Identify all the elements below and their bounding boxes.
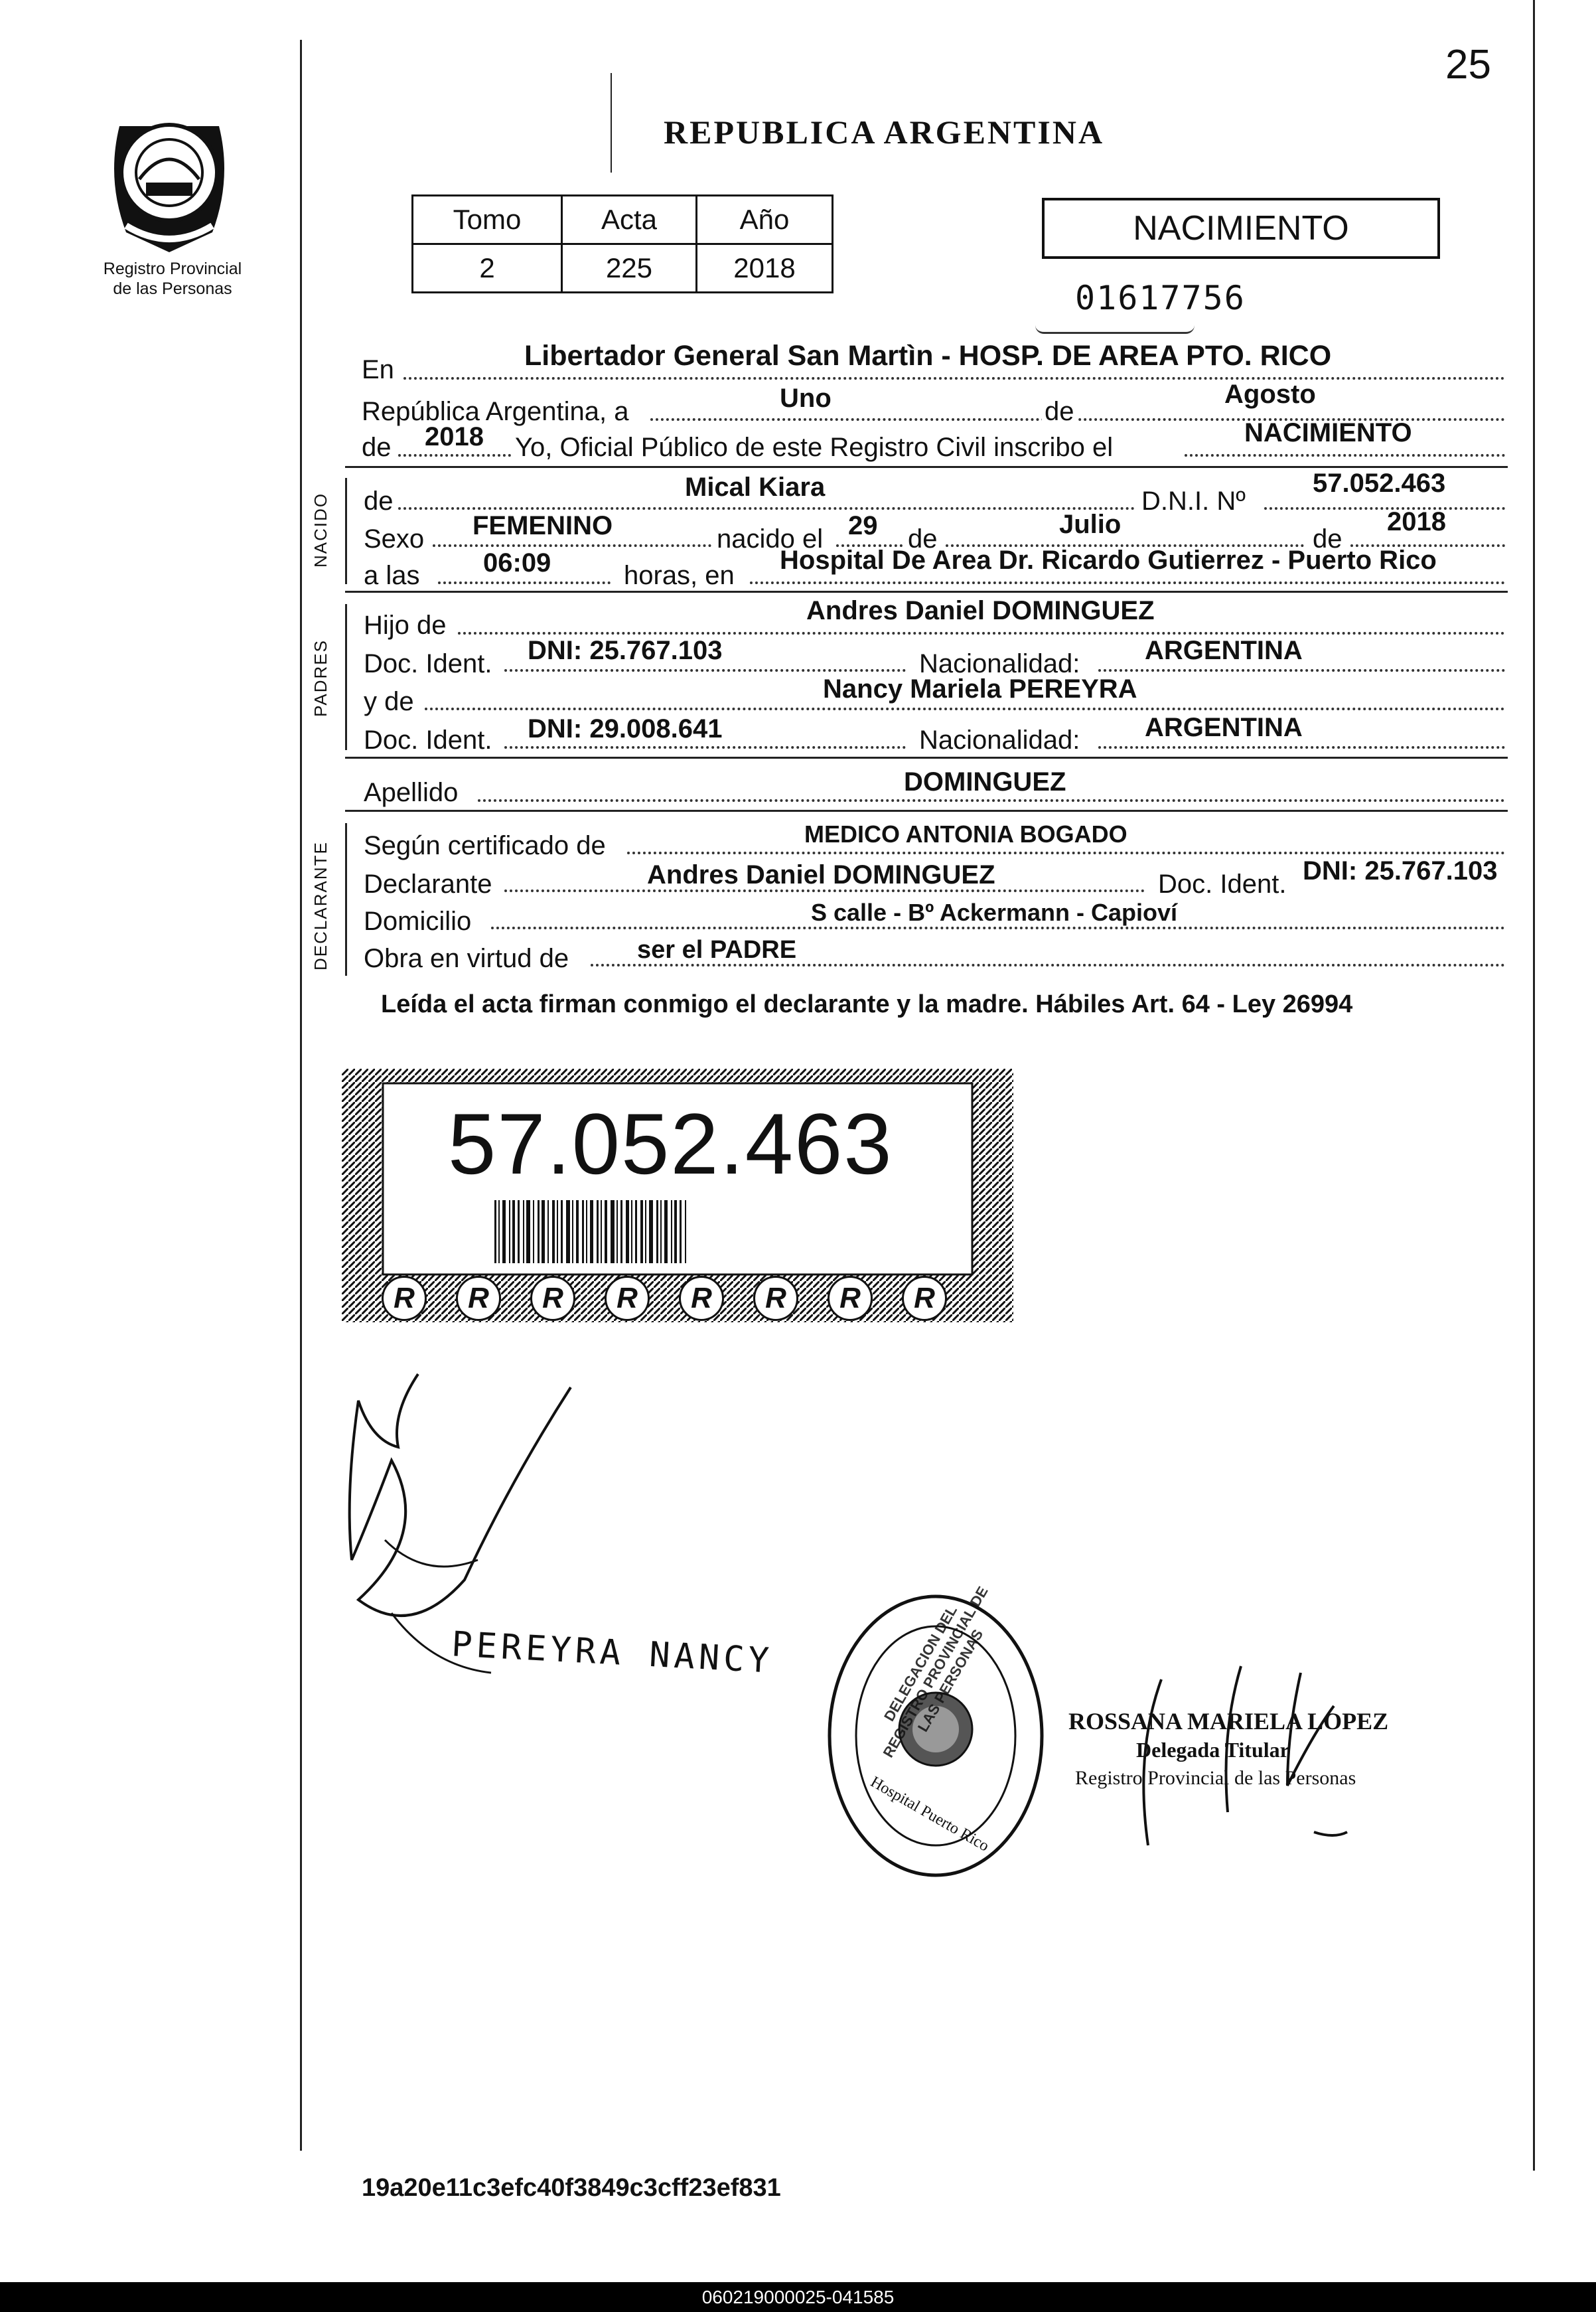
acta-header: Acta <box>562 196 697 244</box>
barcode-bar <box>498 1200 500 1263</box>
acta-value: 225 <box>562 244 697 293</box>
official-org: Registro Provincial de las Personas <box>1075 1767 1356 1789</box>
dots-line <box>425 708 1505 710</box>
segun-label: Según certificado de <box>364 831 606 860</box>
declarante-name: Andres Daniel DOMINGUEZ <box>647 860 995 889</box>
barcode-bar <box>680 1200 682 1263</box>
stamp-inner-text: Hospital Puerto Rico <box>867 1773 992 1855</box>
closing-text: Leída el acta firman conmigo el declarante y la madre. Hábiles Art. 64 - Ley 26994 <box>381 990 1353 1018</box>
child-name: Mical Kiara <box>685 473 826 502</box>
barcode-bar <box>605 1200 607 1263</box>
father-name: Andres Daniel DOMINGUEZ <box>806 596 1155 625</box>
dots-line <box>750 581 1505 584</box>
obra-label: Obra en virtud de <box>364 944 569 973</box>
day-value: Uno <box>780 384 832 413</box>
barcode-bar <box>620 1200 622 1263</box>
dots-line <box>1264 507 1505 510</box>
obra-value: ser el PADRE <box>637 936 797 964</box>
barcode-bar <box>631 1200 632 1263</box>
barcode-bar <box>502 1200 506 1263</box>
card-pattern-letter: R <box>530 1276 575 1321</box>
barcode-bar <box>576 1200 579 1263</box>
separator-line <box>345 810 1508 812</box>
sexo-label: Sexo <box>364 524 425 554</box>
barcode-bar <box>640 1200 643 1263</box>
barcode-bar <box>494 1200 496 1263</box>
dni-label: D.N.I. Nº <box>1141 487 1246 516</box>
dots-line <box>1098 669 1505 672</box>
separator-line <box>345 591 1508 593</box>
de-label: de <box>1042 397 1077 427</box>
declarante-label: Declarante <box>364 870 492 899</box>
statement-text: Yo, Oficial Público de este Registro Civil inscribo el <box>515 433 1114 462</box>
card-pattern-letter: R <box>828 1276 873 1321</box>
barcode-bar <box>518 1200 520 1263</box>
barcode-bar <box>656 1200 658 1263</box>
birth-year: 2018 <box>1387 507 1446 536</box>
serial-number: 01617756 <box>1075 279 1246 317</box>
dots-line <box>458 632 1505 635</box>
en-label: En <box>362 355 394 384</box>
horas-label: horas, en <box>624 561 735 590</box>
barcode-bar <box>674 1200 677 1263</box>
hijo-de-label: Hijo de <box>364 611 447 640</box>
barcode-bar <box>533 1200 534 1263</box>
birth-time: 06:09 <box>483 548 551 578</box>
barcode-bar <box>523 1200 524 1263</box>
section-bracket <box>345 823 347 976</box>
barcode-bar <box>635 1200 637 1263</box>
section-bracket <box>345 478 347 584</box>
barcode-bar <box>671 1200 672 1263</box>
birth-month: Julio <box>1059 510 1122 539</box>
apellido-value: DOMINGUEZ <box>904 767 1066 797</box>
separator-line <box>345 757 1508 759</box>
father-nationality: ARGENTINA <box>1145 636 1303 665</box>
barcode-bar <box>542 1200 545 1263</box>
record-value: NACIMIENTO <box>1244 418 1412 447</box>
domicilio-label: Domicilio <box>364 907 472 936</box>
birth-de-label-2: de <box>1313 524 1342 554</box>
republica-label: República Argentina, a <box>362 397 629 426</box>
apellido-label: Apellido <box>364 778 459 807</box>
dni-card <box>342 1069 1013 1322</box>
barcode-bar <box>561 1200 563 1263</box>
card-pattern-letter: R <box>902 1276 947 1321</box>
footer-barcode-text: 060219000025-041585 <box>0 2282 1596 2312</box>
mother-doc: DNI: 29.008.641 <box>528 714 723 743</box>
domicilio-value: S calle - Bº Ackermann - Capioví <box>811 899 1177 926</box>
barcode-bar <box>557 1200 558 1263</box>
record-type-box: NACIMIENTO <box>1042 198 1440 259</box>
mother-doc-label: Doc. Ident. <box>364 726 492 755</box>
dots-line <box>398 454 511 457</box>
card-pattern-letter: R <box>605 1276 650 1321</box>
mother-signature: PEREYRA NANCY <box>450 1624 774 1681</box>
birth-day: 29 <box>848 511 878 540</box>
year-value: 2018 <box>425 422 484 451</box>
section-bracket <box>345 604 347 750</box>
dots-line <box>491 927 1505 929</box>
barcode-bar <box>645 1200 646 1263</box>
nacido-side-label: NACIDO <box>311 492 330 568</box>
official-title: Delegada Titular <box>1136 1738 1289 1762</box>
barcode-bar <box>566 1200 570 1263</box>
anio-value: 2018 <box>697 244 833 293</box>
dots-line <box>504 746 906 749</box>
birth-de-label-1: de <box>908 524 938 554</box>
tomo-header: Tomo <box>413 196 562 244</box>
fold-line <box>611 73 612 173</box>
barcode-bar <box>649 1200 653 1263</box>
dots-line <box>1185 454 1505 457</box>
left-margin-line <box>300 40 302 2151</box>
barcode-bar <box>626 1200 629 1263</box>
child-dni: 57.052.463 <box>1313 469 1446 498</box>
barcode-bar <box>664 1200 668 1263</box>
nacido-de-label: de <box>364 487 394 516</box>
dots-line <box>478 799 1505 802</box>
barcode-bar <box>582 1200 584 1263</box>
father-nat-label: Nacionalidad: <box>919 649 1080 678</box>
father-doc-label: Doc. Ident. <box>364 649 492 678</box>
declarante-doc-label: Doc. Ident. <box>1158 870 1287 899</box>
logo-caption <box>80 259 265 299</box>
place-value: Libertador General San Martìn - HOSP. DE AREA PTO. RICO <box>524 340 1332 372</box>
barcode <box>494 1200 879 1263</box>
right-margin-line <box>1533 0 1535 2171</box>
mother-nationality: ARGENTINA <box>1145 713 1303 742</box>
province-seal-icon <box>100 100 239 259</box>
barcode-bar <box>509 1200 510 1263</box>
mother-nat-label: Nacionalidad: <box>919 726 1080 755</box>
barcode-bar <box>586 1200 587 1263</box>
serial-underline <box>1035 325 1195 334</box>
father-doc: DNI: 25.767.103 <box>528 636 723 665</box>
anio-header: Año <box>697 196 833 244</box>
certificado-value: MEDICO ANTONIA BOGADO <box>804 820 1127 848</box>
dni-card-number: 57.052.463 <box>448 1095 893 1192</box>
dots-line <box>398 507 1135 510</box>
dots-line <box>433 544 711 547</box>
province-logo <box>100 100 239 259</box>
separator-line <box>345 466 1508 468</box>
dots-line <box>627 852 1505 854</box>
tomo-value: 2 <box>413 244 562 293</box>
barcode-bar <box>526 1200 530 1263</box>
card-pattern-letter: R <box>456 1276 501 1321</box>
dots-line <box>438 581 611 584</box>
barcode-bar <box>552 1200 555 1263</box>
alas-label: a las <box>364 561 420 590</box>
barcode-bar <box>611 1200 615 1263</box>
card-pattern-letter: R <box>753 1276 798 1321</box>
declarante-doc: DNI: 25.767.103 <box>1303 856 1498 886</box>
barcode-bar <box>601 1200 602 1263</box>
barcode-bar <box>660 1200 662 1263</box>
page-number: 25 <box>1445 42 1491 88</box>
barcode-bar <box>617 1200 618 1263</box>
country-title: REPUBLICA ARGENTINA <box>664 114 1105 151</box>
dots-line <box>403 377 1505 380</box>
logo-caption-line2: de las Personas <box>113 279 232 298</box>
stamp-outer-text: DELEGACION DEL REGISTRO PROVINCIAL DE LAS PERSONAS <box>879 1583 991 1760</box>
official-name: ROSSANA MARIELA LOPEZ <box>1068 1708 1389 1734</box>
logo-caption-line1: Registro Provincial <box>103 260 242 278</box>
barcode-bar <box>590 1200 593 1263</box>
mother-name: Nancy Mariela PEREYRA <box>823 674 1137 704</box>
barcode-bar <box>512 1200 515 1263</box>
y-de-label: y de <box>364 687 414 716</box>
de-label-2: de <box>362 433 392 462</box>
barcode-bar <box>685 1200 686 1263</box>
sexo-value: FEMENINO <box>472 511 613 540</box>
dots-line <box>504 669 906 672</box>
acta-table <box>411 194 834 293</box>
nacido-el-label: nacido el <box>717 524 824 554</box>
document-hash: 19a20e11c3efc40f3849c3cff23ef831 <box>362 2174 781 2202</box>
barcode-bar <box>538 1200 540 1263</box>
barcode-bar <box>572 1200 573 1263</box>
padres-side-label: PADRES <box>311 639 330 717</box>
declarante-side-label: DECLARANTE <box>311 841 330 970</box>
barcode-bar <box>597 1200 599 1263</box>
birth-place: Hospital De Area Dr. Ricardo Gutierrez - Puerto Rico <box>780 546 1437 575</box>
dots-line <box>1098 746 1505 749</box>
month-value: Agosto <box>1224 380 1316 409</box>
card-pattern-letter: R <box>382 1276 427 1321</box>
card-pattern-letter: R <box>679 1276 724 1321</box>
barcode-bar <box>547 1200 549 1263</box>
